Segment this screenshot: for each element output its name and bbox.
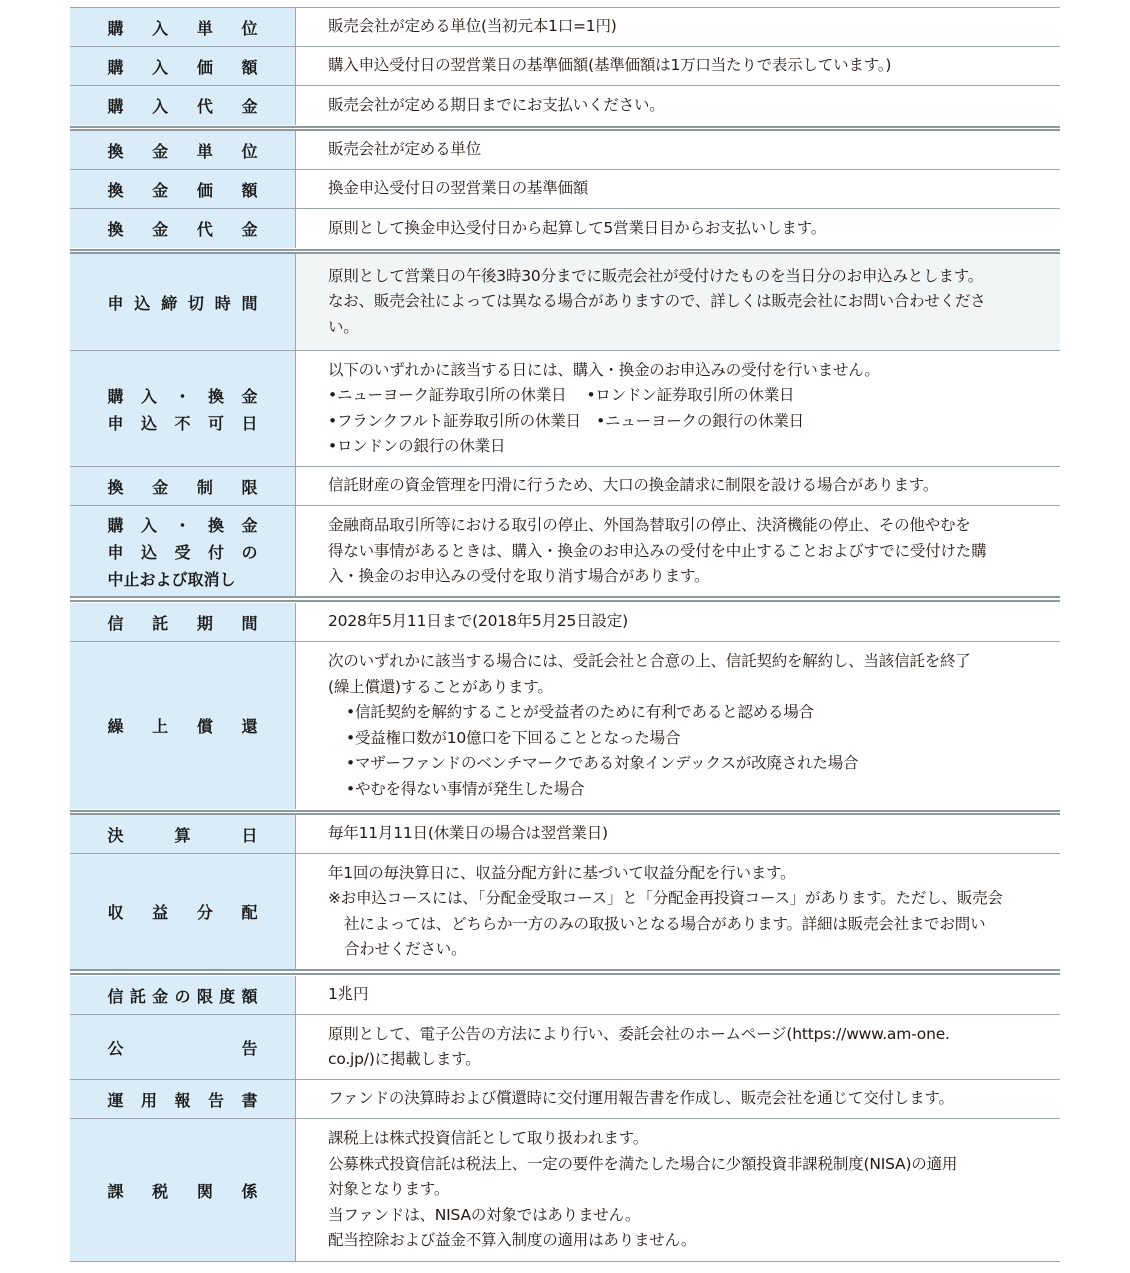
row-label-char: 入 xyxy=(152,18,169,38)
row-value-line: 配当控除および益金不算入制度の適用はありません。 xyxy=(328,1231,697,1250)
row-label-char: の xyxy=(241,543,258,562)
row-label-line xyxy=(108,611,258,634)
row-value-line: •信託契約を解約することが受益者のために有利であると認める場合 xyxy=(346,703,814,721)
row-label xyxy=(70,8,295,46)
table-row xyxy=(70,170,1060,208)
row-label xyxy=(70,506,295,597)
row-label-char: 額 xyxy=(241,57,258,77)
row-value xyxy=(295,1080,1060,1118)
row-label-char: 金 xyxy=(152,986,169,1006)
row-value xyxy=(295,8,1060,46)
row-label xyxy=(70,170,295,208)
row-value-line: 販売会社が定める単位(当初元本1口=1円) xyxy=(328,17,617,36)
row-label-char: 入 xyxy=(140,386,157,406)
row-value xyxy=(295,131,1060,169)
row-label-char: 託 xyxy=(152,613,169,633)
row-label-char: 収 xyxy=(107,903,124,922)
row-label-char: 金 xyxy=(152,141,169,161)
row-label-char: 購 xyxy=(107,57,124,77)
row-label-char: 限 xyxy=(241,477,258,497)
table-row xyxy=(70,467,1060,505)
row-label-char: 中止および取消し xyxy=(107,570,236,589)
table-row xyxy=(70,1015,1060,1079)
row-label-char: 制 xyxy=(196,477,213,497)
row-value-line: 原則として、電子公告の方法により行い、委託会社のホームページ(https://www.am-one. xyxy=(328,1024,950,1043)
row-value xyxy=(295,603,1060,641)
row-label-line xyxy=(108,475,258,498)
table-row xyxy=(70,47,1060,85)
row-value-line: 年1回の毎決算日に、収益分配方針に基づいて収益分配を行います。 xyxy=(328,863,796,882)
row-label-line xyxy=(108,714,258,737)
row-label-line xyxy=(108,94,258,117)
row-label-line xyxy=(108,291,258,314)
row-value xyxy=(295,815,1060,853)
row-label-char: 分 xyxy=(196,903,213,922)
row-label-line xyxy=(108,1179,258,1202)
row-label-line xyxy=(108,900,258,923)
table-row xyxy=(70,8,1060,46)
row-value-line: •ニューヨーク証券取引所の休業日 •ロンドン証券取引所の休業日 xyxy=(328,386,795,404)
row-label-char: 代 xyxy=(196,97,213,116)
row-label-char: 換 xyxy=(107,180,124,200)
table-row xyxy=(70,603,1060,641)
row-label-char: 購 xyxy=(107,386,124,406)
row-label xyxy=(70,1015,295,1079)
row-value-line: 社によっては、どちらか一方のみの取扱いとなる場合があります。詳細は販売会社までお問い xyxy=(344,914,986,933)
row-label-char: 単 xyxy=(196,18,213,38)
row-divider xyxy=(70,85,1060,86)
row-label-char: 込 xyxy=(140,543,157,562)
row-label-char: 金 xyxy=(152,220,169,239)
row-divider xyxy=(70,208,1060,209)
table-row xyxy=(70,131,1060,169)
row-label-char: 金 xyxy=(241,220,258,239)
table-row xyxy=(70,642,1060,809)
row-value xyxy=(295,351,1060,466)
row-label-char: 位 xyxy=(241,141,258,161)
row-label-char: 可 xyxy=(207,413,224,433)
row-label xyxy=(70,854,295,969)
row-divider xyxy=(70,350,1060,351)
section-divider xyxy=(70,249,1060,251)
row-value-line: 公募株式投資信託は税法上、一定の要件を満たした場合に少額投資非課税制度(NISA)の適用 xyxy=(328,1154,958,1173)
row-label-line xyxy=(108,1088,258,1111)
row-divider xyxy=(70,505,1060,506)
table-row xyxy=(70,506,1060,597)
row-divider xyxy=(70,1118,1060,1119)
row-label-char: 上 xyxy=(152,717,169,736)
row-value-line: 1兆円 xyxy=(328,985,369,1004)
row-label-char: 額 xyxy=(241,986,258,1006)
row-divider xyxy=(70,1261,1060,1262)
row-value-line: 販売会社が定める期日までにお支払いください。 xyxy=(328,95,665,114)
row-label-char: 託 xyxy=(129,986,146,1006)
section-divider xyxy=(70,129,1060,131)
row-label-char: 益 xyxy=(152,903,169,922)
row-label-char: 申 xyxy=(107,293,124,313)
row-label-char: 換 xyxy=(207,516,224,535)
row-label-char: 込 xyxy=(140,413,157,433)
row-label-char: 信 xyxy=(107,986,124,1006)
row-label xyxy=(70,86,295,125)
row-label-char: 告 xyxy=(207,1090,224,1110)
row-label-char: 限 xyxy=(196,986,213,1006)
row-label-line xyxy=(108,217,258,240)
row-label xyxy=(70,351,295,466)
row-label-char: 告 xyxy=(241,1038,258,1058)
row-value-line: 次のいずれかに該当する場合には、受託会社と合意の上、信託契約を解約し、当該信託を終了 xyxy=(328,652,971,670)
table-row xyxy=(70,209,1060,248)
row-label-line xyxy=(108,139,258,162)
section-divider xyxy=(70,252,1060,254)
row-label-line xyxy=(108,984,258,1007)
table-row xyxy=(70,976,1060,1014)
row-label-char: 位 xyxy=(241,18,258,38)
row-label-char: 金 xyxy=(241,97,258,116)
row-label-char: 間 xyxy=(241,613,258,633)
row-value-line: 購入申込受付日の翌営業日の基準価額(基準価額は1万口当たりで表示しています。) xyxy=(328,56,892,75)
section-divider xyxy=(70,600,1060,602)
row-value xyxy=(295,642,1060,809)
row-value-line: •マザーファンドのベンチマークである対象インデックスが改廃された場合 xyxy=(346,754,859,772)
row-value xyxy=(295,86,1060,125)
row-label-char: 信 xyxy=(107,613,124,633)
row-value-line: 毎年11月11日(休業日の場合は翌営業日) xyxy=(328,824,608,843)
row-label xyxy=(70,603,295,641)
row-label-char: 入 xyxy=(140,516,157,535)
row-value-line: 課税上は株式投資信託として取り扱われます。 xyxy=(328,1129,649,1148)
row-value-line: •受益権口数が10億口を下回ることとなった場合 xyxy=(346,728,681,747)
row-value-line: 以下のいずれかに該当する日には、購入・換金のお申込みの受付を行いません。 xyxy=(328,360,880,379)
row-label-char: 還 xyxy=(241,717,258,736)
row-label-char: 購 xyxy=(107,18,124,38)
row-label-char: 報 xyxy=(174,1090,191,1110)
row-label-line xyxy=(108,178,258,201)
table-row xyxy=(70,1119,1060,1261)
table-row xyxy=(70,854,1060,969)
row-label xyxy=(70,976,295,1014)
row-label-line xyxy=(108,540,258,563)
row-value-line: なお、販売会社によっては異なる場合がありますので、詳しくは販売会社にお問い合わせくださ xyxy=(328,292,986,311)
row-label-char: の xyxy=(174,986,191,1006)
row-value-line: 換金申込受付日の翌営業日の基準価額 xyxy=(328,179,589,198)
row-label xyxy=(70,815,295,853)
row-value-line: 原則として営業日の午後3時30分までに販売会社が受付けたものを当日分のお申込みとします。 xyxy=(328,266,984,285)
row-value-line: 販売会社が定める単位 xyxy=(328,140,482,159)
section-divider xyxy=(70,813,1060,815)
row-value xyxy=(295,506,1060,597)
section-divider xyxy=(70,969,1060,971)
row-label-char: 換 xyxy=(207,386,224,406)
row-divider xyxy=(70,1014,1060,1015)
row-value-line: ファンドの決算時および償還時に交付運用報告書を作成し、販売会社を通じて交付します。 xyxy=(328,1089,954,1108)
row-label-char: 課 xyxy=(107,1181,124,1201)
row-value-line: •フランクフルト証券取引所の休業日 •ニューヨークの銀行の休業日 xyxy=(328,411,804,430)
section-divider xyxy=(70,596,1060,598)
row-value-line: 入・換金のお申込みの受付を取り消す場合があります。 xyxy=(328,567,710,586)
row-value-line: 合わせください。 xyxy=(344,940,467,958)
row-label-char: 関 xyxy=(196,1181,213,1201)
row-divider xyxy=(70,466,1060,467)
row-label-char: 時 xyxy=(214,293,231,313)
row-label-char: 単 xyxy=(196,141,213,161)
row-label-line xyxy=(108,823,258,846)
row-label-char: 購 xyxy=(107,97,124,116)
row-label xyxy=(70,254,295,350)
row-value-line: 金融商品取引所等における取引の停止、外国為替取引の停止、決済機能の停止、その他やむを xyxy=(328,516,971,535)
row-label-char: 申 xyxy=(107,543,124,562)
row-label-char: 運 xyxy=(107,1090,124,1110)
row-label-char: 間 xyxy=(241,293,258,313)
row-label xyxy=(70,1119,295,1261)
row-label-char: 価 xyxy=(196,57,213,77)
table-row xyxy=(70,1080,1060,1118)
row-label-char: 額 xyxy=(241,180,258,200)
row-value-line: (繰上償還)することがあります。 xyxy=(328,677,553,696)
row-value xyxy=(295,170,1060,208)
row-label-char: 受 xyxy=(174,543,191,562)
row-label-char: 換 xyxy=(107,220,124,239)
row-label-char: 締 xyxy=(161,293,178,313)
row-label-char: 期 xyxy=(196,613,213,633)
row-label-char: 込 xyxy=(134,293,151,313)
row-value xyxy=(295,254,1060,350)
row-value-line: co.jp/)に掲載します。 xyxy=(328,1050,481,1068)
row-value xyxy=(295,47,1060,85)
row-value-line: 得ない事情があるときは、購入・換金のお申込みの受付を中止することおよびすでに受付けた購 xyxy=(328,541,987,560)
row-label xyxy=(70,47,295,85)
row-divider xyxy=(70,169,1060,170)
row-label xyxy=(70,467,295,505)
row-label-char: 入 xyxy=(152,57,169,77)
row-label-char: ・ xyxy=(174,516,191,535)
row-value-line: 当ファンドは、NISAの対象ではありません。 xyxy=(328,1205,641,1224)
row-label xyxy=(70,209,295,248)
row-value-line: 2028年5月11日まで(2018年5月25日設定) xyxy=(328,612,628,631)
row-value xyxy=(295,467,1060,505)
row-label-char: 換 xyxy=(107,141,124,161)
row-label-char: 切 xyxy=(187,293,204,313)
row-label-char: 日 xyxy=(241,413,258,433)
row-label-char: 書 xyxy=(241,1090,258,1110)
row-label-char: 価 xyxy=(196,180,213,200)
row-divider xyxy=(70,46,1060,47)
row-value-line: 対象となります。 xyxy=(328,1180,450,1199)
table-row xyxy=(70,815,1060,853)
row-label-line xyxy=(108,16,258,39)
section-divider xyxy=(70,973,1060,975)
row-value-line: ※お申込コースには、「分配金受取コース」と「分配金再投資コース」があります。ただし、販売会 xyxy=(328,889,1003,907)
row-label-char: 決 xyxy=(107,825,124,845)
row-divider xyxy=(70,1079,1060,1080)
row-label-char: 金 xyxy=(241,386,258,406)
table-row xyxy=(70,86,1060,125)
row-value-line: •ロンドンの銀行の休業日 xyxy=(328,437,506,455)
row-label-char: 税 xyxy=(152,1181,169,1201)
row-value-line: •やむを得ない事情が発生した場合 xyxy=(346,779,585,798)
row-label-char: 用 xyxy=(140,1090,157,1110)
row-label-char: 代 xyxy=(196,220,213,239)
row-label-char: 金 xyxy=(152,477,169,497)
row-label-char: ・ xyxy=(174,386,191,406)
row-label-line xyxy=(108,513,258,536)
row-value-line: い。 xyxy=(328,317,359,336)
row-label-line xyxy=(108,384,258,407)
row-label-char: 配 xyxy=(241,903,258,922)
row-label-line xyxy=(108,411,258,434)
row-divider xyxy=(70,853,1060,854)
row-label-char: 公 xyxy=(107,1038,124,1058)
row-value xyxy=(295,976,1060,1014)
row-label-char: 申 xyxy=(107,413,124,433)
row-divider xyxy=(70,7,1060,8)
section-divider xyxy=(70,810,1060,812)
row-label-char: 算 xyxy=(174,825,191,845)
row-label-char: 係 xyxy=(241,1181,258,1201)
row-value xyxy=(295,1119,1060,1261)
table-row xyxy=(70,351,1060,466)
row-label-line xyxy=(108,1036,258,1059)
row-label-char: 換 xyxy=(107,477,124,497)
row-label xyxy=(70,642,295,809)
row-value xyxy=(295,854,1060,969)
row-label-char: 償 xyxy=(196,717,213,736)
row-label-char: 金 xyxy=(241,516,258,535)
row-label-char: 不 xyxy=(174,413,191,433)
row-label-char: 入 xyxy=(152,97,169,116)
row-label-char: 日 xyxy=(241,825,258,845)
row-divider xyxy=(70,641,1060,642)
section-divider xyxy=(70,126,1060,128)
row-label xyxy=(70,1080,295,1118)
row-label xyxy=(70,131,295,169)
row-value-line: 信託財産の資金管理を円滑に行うため、大口の換金請求に制限を設ける場合があります。 xyxy=(328,476,939,495)
table-row xyxy=(70,254,1060,350)
row-label-char: 購 xyxy=(107,516,124,535)
row-label-char: 金 xyxy=(152,180,169,200)
row-label-char: 度 xyxy=(219,986,236,1006)
row-label-char: 付 xyxy=(207,543,224,562)
row-label-char: 繰 xyxy=(107,717,124,736)
row-value-line: 原則として換金申込受付日から起算して5営業日目からお支払いします。 xyxy=(328,218,827,237)
row-value xyxy=(295,1015,1060,1079)
row-value xyxy=(295,209,1060,248)
row-label-line xyxy=(108,55,258,78)
row-label-line xyxy=(108,567,258,590)
